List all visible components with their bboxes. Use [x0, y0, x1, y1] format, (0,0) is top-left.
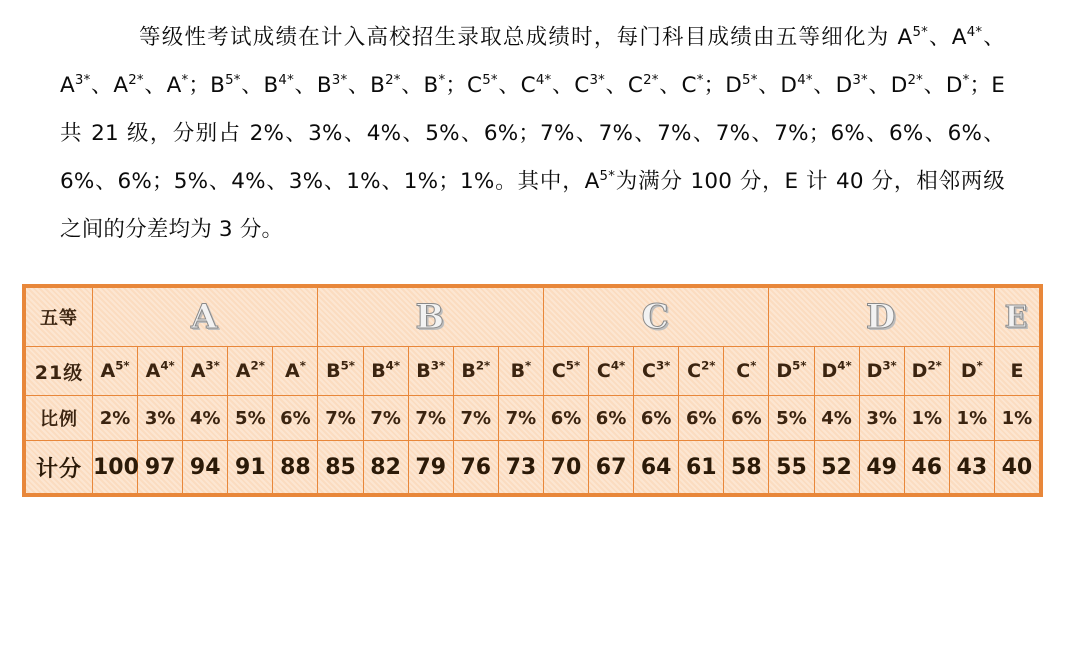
ratio-cell: 7% — [318, 396, 363, 441]
score-cell: 88 — [273, 441, 318, 494]
paragraph-superscript: 3* — [331, 72, 348, 88]
paragraph-superscript: 4* — [966, 24, 983, 40]
level-cell — [814, 347, 859, 396]
paragraph-segment: 、 — [293, 73, 317, 98]
paragraph-segment: 、 — [923, 73, 946, 98]
paragraph-superscript: * — [696, 72, 704, 88]
level-cell — [949, 347, 994, 396]
score-cell: 55 — [769, 441, 814, 494]
table-row-bands — [26, 288, 1040, 347]
ratio-cell: 6% — [679, 396, 724, 441]
paragraph-segment: A — [166, 73, 182, 98]
paragraph-segment: B — [316, 73, 332, 98]
paragraph-superscript: * — [962, 72, 970, 88]
level-base: A — [100, 360, 116, 382]
level-cell — [543, 347, 588, 396]
paragraph-segment: 等级性考试成绩在计入高校招生录取总成绩时，每门科目成绩由五等细化为 — [138, 25, 898, 50]
paragraph-superscript: 2* — [907, 72, 924, 88]
paragraph-segment: 、 — [658, 73, 682, 98]
paragraph-segment: 、 — [982, 25, 1006, 50]
level-base: E — [1010, 360, 1024, 382]
level-base: C — [687, 360, 702, 382]
level-superscript: * — [299, 358, 306, 373]
paragraph-segment: A — [113, 73, 129, 98]
level-superscript: 4* — [385, 358, 401, 373]
paragraph-segment: 、 — [400, 73, 424, 98]
level-superscript: * — [750, 358, 757, 373]
level-base: D — [960, 360, 977, 382]
ratio-cell: 6% — [724, 396, 769, 441]
paragraph-superscript: 3* — [589, 72, 606, 88]
paragraph-superscript: * — [181, 72, 189, 88]
score-cell: 52 — [814, 441, 859, 494]
level-superscript: 5* — [565, 358, 581, 373]
level-superscript: 5* — [792, 358, 807, 373]
paragraph-segment: 、 — [90, 73, 114, 98]
level-cell — [318, 347, 363, 396]
score-cell: 91 — [228, 441, 273, 494]
level-superscript: 4* — [160, 358, 175, 373]
ratio-cell: 3% — [859, 396, 904, 441]
band-letter: C — [641, 297, 671, 337]
paragraph-segment: C — [574, 73, 590, 98]
level-base: B — [510, 360, 526, 382]
paragraph-segment: C — [681, 73, 697, 98]
paragraph-segment: C — [520, 73, 536, 98]
ratio-cell: 5% — [228, 396, 273, 441]
level-superscript: 4* — [610, 358, 626, 373]
score-cell: 40 — [994, 441, 1039, 494]
level-superscript: * — [525, 358, 532, 373]
paragraph-segment: 、 — [347, 73, 371, 98]
paragraph-segment: A — [951, 25, 967, 50]
level-base: D — [821, 360, 838, 382]
paragraph-segment: 、 — [143, 73, 167, 98]
ratio-cell: 6% — [634, 396, 679, 441]
level-base: D — [911, 360, 928, 382]
paragraph-superscript: 5* — [482, 72, 498, 88]
ratio-cell: 6% — [273, 396, 318, 441]
paragraph-superscript: 3* — [852, 72, 868, 88]
ratio-cell: 1% — [949, 396, 994, 441]
paragraph-segment: A — [60, 73, 75, 98]
level-base: C — [551, 360, 566, 382]
level-superscript: 5* — [340, 358, 355, 373]
level-superscript: 3* — [655, 358, 671, 373]
score-cell: 70 — [543, 441, 588, 494]
level-cell — [634, 347, 679, 396]
row-label-bands: 五等 — [26, 288, 93, 347]
paragraph-segment: D — [835, 73, 853, 98]
level-cell — [994, 347, 1039, 396]
paragraph-superscript: 5* — [225, 72, 241, 88]
level-cell — [904, 347, 949, 396]
paragraph-segment: B — [210, 73, 226, 98]
paragraph-segment: A — [584, 169, 600, 194]
paragraph-segment: D — [945, 73, 963, 98]
level-superscript: 2* — [927, 358, 942, 373]
paragraph-superscript: 4* — [797, 72, 813, 88]
ratio-cell: 6% — [589, 396, 634, 441]
level-base: B — [371, 360, 386, 382]
level-superscript: 5* — [115, 358, 130, 373]
level-base: C — [596, 360, 611, 382]
band-cell-c — [543, 288, 768, 347]
level-base: A — [145, 360, 161, 382]
paragraph-segment: C — [627, 73, 644, 98]
level-base: A — [190, 360, 206, 382]
score-cell: 64 — [634, 441, 679, 494]
level-cell — [93, 347, 138, 396]
paragraph-segment: ； — [188, 73, 211, 98]
level-superscript: 3* — [882, 358, 897, 373]
score-cell: 49 — [859, 441, 904, 494]
paragraph-superscript: 4* — [535, 72, 552, 88]
level-superscript: 3* — [430, 358, 446, 373]
level-cell — [408, 347, 453, 396]
paragraph-segment: C — [467, 73, 483, 98]
score-cell: 82 — [363, 441, 408, 494]
paragraph-segment: 、 — [928, 25, 952, 50]
paragraph-segment: B — [423, 73, 439, 98]
paragraph-segment: 、 — [605, 73, 628, 98]
paragraph-superscript: 3* — [74, 72, 91, 88]
level-superscript: 2* — [250, 358, 265, 373]
score-cell: 58 — [724, 441, 769, 494]
level-superscript: 4* — [837, 358, 852, 373]
paragraph-superscript: 4* — [278, 72, 294, 88]
paragraph-segment: 为满分 100 分，E 计 40 分，相邻两级之间的分差均为 3 分。 — [60, 169, 1005, 242]
level-base: C — [642, 360, 656, 382]
level-cell — [769, 347, 814, 396]
level-cell — [859, 347, 904, 396]
level-cell — [363, 347, 408, 396]
score-cell: 76 — [453, 441, 498, 494]
table-row-scores — [26, 441, 1040, 494]
level-cell — [589, 347, 634, 396]
paragraph-segment: 、 — [812, 73, 836, 98]
ratio-cell: 7% — [363, 396, 408, 441]
level-superscript: 2* — [475, 358, 491, 373]
score-cell: 46 — [904, 441, 949, 494]
score-cell: 100 — [93, 441, 138, 494]
ratio-cell: 6% — [543, 396, 588, 441]
paragraph-segment: A — [897, 25, 913, 50]
paragraph-segment: ； — [703, 73, 726, 98]
level-base: D — [776, 360, 793, 382]
band-letter: B — [415, 297, 447, 337]
score-cell: 43 — [949, 441, 994, 494]
level-base: B — [461, 360, 476, 382]
band-cell-b — [318, 288, 543, 347]
paragraph-segment: D — [780, 73, 798, 98]
level-base: A — [284, 360, 300, 382]
level-cell — [724, 347, 769, 396]
level-superscript: * — [976, 358, 983, 373]
level-cell — [498, 347, 543, 396]
paragraph-superscript: * — [438, 72, 446, 88]
level-cell — [183, 347, 228, 396]
score-cell: 85 — [318, 441, 363, 494]
score-cell: 97 — [138, 441, 183, 494]
ratio-cell: 7% — [453, 396, 498, 441]
level-base: D — [866, 360, 883, 382]
level-superscript: 3* — [205, 358, 220, 373]
band-cell-e — [994, 288, 1039, 347]
band-letter: D — [865, 297, 898, 337]
table-row-levels — [26, 347, 1040, 396]
paragraph-superscript: 2* — [385, 72, 401, 88]
ratio-cell: 2% — [93, 396, 138, 441]
score-cell: 79 — [408, 441, 453, 494]
paragraph-segment: 、 — [867, 73, 891, 98]
level-cell — [453, 347, 498, 396]
table-row-ratios — [26, 396, 1040, 441]
paragraph-superscript: 2* — [643, 72, 659, 88]
paragraph-superscript: 5* — [599, 168, 616, 184]
paragraph-superscript: 5* — [742, 72, 758, 88]
band-letter: A — [191, 297, 220, 337]
paragraph-segment: 、 — [497, 73, 521, 98]
level-base: A — [235, 360, 251, 382]
row-label-ratios: 比例 — [26, 396, 93, 441]
level-superscript: 2* — [701, 358, 716, 373]
band-cell-a — [93, 288, 318, 347]
level-base: B — [416, 360, 431, 382]
paragraph-segment: D — [725, 73, 743, 98]
row-label-levels: 21级 — [26, 347, 93, 396]
band-letter: E — [1004, 299, 1030, 335]
paragraph-segment: ； — [445, 73, 468, 98]
score-cell: 73 — [498, 441, 543, 494]
ratio-cell: 1% — [904, 396, 949, 441]
grade-table-container — [22, 284, 1043, 497]
ratio-cell: 4% — [183, 396, 228, 441]
level-cell — [679, 347, 724, 396]
paragraph-segment: B — [263, 73, 279, 98]
paragraph-segment: B — [370, 73, 386, 98]
paragraph-segment: 、 — [757, 73, 781, 98]
paragraph-segment: 、 — [551, 73, 575, 98]
policy-paragraph — [0, 0, 1065, 254]
ratio-cell: 3% — [138, 396, 183, 441]
ratio-cell: 7% — [408, 396, 453, 441]
row-label-scores: 计分 — [26, 441, 93, 494]
paragraph-superscript: 5* — [912, 24, 929, 40]
level-base: C — [736, 360, 751, 382]
paragraph-segment: ； — [969, 73, 992, 98]
paragraph-segment: 、 — [240, 73, 264, 98]
level-cell — [273, 347, 318, 396]
grade-table — [25, 287, 1040, 494]
ratio-cell: 5% — [769, 396, 814, 441]
score-cell: 94 — [183, 441, 228, 494]
ratio-cell: 4% — [814, 396, 859, 441]
level-cell — [228, 347, 273, 396]
ratio-cell: 1% — [994, 396, 1039, 441]
level-cell — [138, 347, 183, 396]
paragraph-segment: E 共 21 级，分别占 2%、3%、4%、5%、6%；7%、7%、7%、7%、7%；6%、6%、6%、6%、6%；5%、4%、3%、1%、1%；1%。其中， — [60, 73, 1006, 194]
score-cell: 67 — [589, 441, 634, 494]
score-cell: 61 — [679, 441, 724, 494]
paragraph-superscript: 2* — [128, 72, 144, 88]
band-cell-d — [769, 288, 994, 347]
ratio-cell: 7% — [498, 396, 543, 441]
paragraph-segment: D — [890, 73, 908, 98]
level-base: B — [326, 360, 341, 382]
